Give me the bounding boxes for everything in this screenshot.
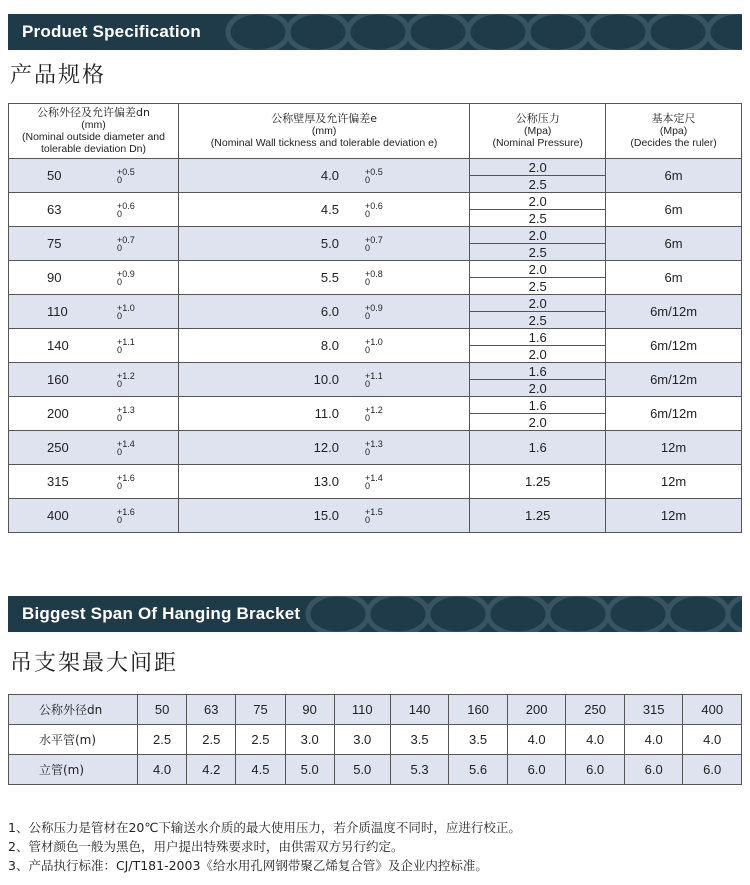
length-cell: 6m/12m <box>606 397 742 431</box>
header-pressure <box>470 104 606 159</box>
dn-tolerance <box>99 406 149 422</box>
span-cell: 50 <box>138 695 187 725</box>
span-cell: 2.5 <box>187 725 236 755</box>
e-cell <box>178 261 469 295</box>
e-value: 11.0 <box>314 406 339 422</box>
note-item: 3、产品执行标准：CJ/T181-2003《给水用孔网钢带聚乙烯复合管》及企业内控标准。 <box>8 858 488 873</box>
e-tol-lower: 0 <box>364 514 370 525</box>
dn-tol-upper: +0.6 <box>117 200 135 211</box>
header-length <box>606 104 742 159</box>
e-tol-lower: 0 <box>364 446 370 457</box>
e-value: 10.0 <box>313 372 339 388</box>
e-value: 8.0 <box>320 338 339 354</box>
dn-tol-upper: +1.2 <box>117 370 135 381</box>
e-tol-upper: +1.2 <box>364 404 383 415</box>
spec-row <box>9 499 742 533</box>
dn-tol-lower: 0 <box>117 276 123 287</box>
dn-value: 250 <box>47 440 69 456</box>
dn-value: 400 <box>47 508 69 524</box>
e-cell <box>178 295 469 329</box>
e-tol-upper: +0.5 <box>364 166 383 177</box>
length-cell: 6m/12m <box>606 363 742 397</box>
span-table-body <box>9 695 742 785</box>
pressure-cell: 2.5 <box>470 312 606 329</box>
span-cell: 5.0 <box>334 755 390 785</box>
e-value: 15.0 <box>313 508 339 524</box>
span-cell: 4.0 <box>683 725 742 755</box>
spec-row <box>9 431 742 465</box>
pressure-cell: 1.6 <box>470 431 606 465</box>
length-cell: 6m <box>606 227 742 261</box>
dn-tol-upper: +1.6 <box>117 472 135 483</box>
span-cell: 6.0 <box>624 755 683 785</box>
e-value: 5.5 <box>320 270 339 286</box>
e-value: 6.0 <box>320 304 339 320</box>
span-title-cn: 吊支架最大间距 <box>10 651 179 676</box>
e-tolerance <box>339 270 419 286</box>
spec-row <box>9 193 742 210</box>
spec-banner-title: Produet Specification <box>22 22 201 41</box>
spec-banner <box>8 14 742 50</box>
span-cell: 3.5 <box>449 725 508 755</box>
length-cell: 6m/12m <box>606 329 742 363</box>
header-e <box>178 104 469 159</box>
pressure-cell: 1.25 <box>470 499 606 533</box>
pressure-cell: 2.0 <box>470 346 606 363</box>
length-cell: 6m/12m <box>606 295 742 329</box>
e-value: 5.0 <box>320 236 339 252</box>
header-e-en: (Nominal Wall tickness and tolerable deviation e) <box>210 137 438 149</box>
spec-title-cn: 产品规格 <box>10 63 107 88</box>
dn-tolerance <box>99 270 149 286</box>
dn-tol-lower: 0 <box>117 242 123 253</box>
e-tol-lower: 0 <box>364 310 370 321</box>
header-pressure-unit: (Mpa) <box>523 125 552 137</box>
notes <box>8 818 521 875</box>
dn-value: 110 <box>47 304 68 320</box>
dn-tol-lower: 0 <box>117 344 123 355</box>
header-length-en: (Decides the ruler) <box>630 137 717 149</box>
e-value: 13.0 <box>313 474 339 490</box>
pressure-cell: 2.0 <box>470 380 606 397</box>
e-cell <box>178 431 469 465</box>
e-tolerance <box>339 440 419 456</box>
span-cell: 140 <box>390 695 449 725</box>
e-tol-upper: +1.5 <box>364 506 383 517</box>
e-tol-upper: +1.1 <box>364 370 383 381</box>
length-cell: 12m <box>606 499 742 533</box>
dn-tol-lower: 0 <box>117 310 123 321</box>
span-banner <box>8 596 742 632</box>
spec-row <box>9 329 742 346</box>
header-e-cn: 公称壁厚及允许偏差e <box>271 112 378 125</box>
pressure-cell: 2.5 <box>470 210 606 227</box>
header-pressure-cn: 公称压力 <box>515 112 560 125</box>
length-cell: 12m <box>606 465 742 499</box>
span-cell: 400 <box>683 695 742 725</box>
dn-cell <box>9 465 179 499</box>
dn-tolerance <box>99 338 149 354</box>
dn-value: 140 <box>47 338 69 354</box>
span-cell: 3.5 <box>390 725 449 755</box>
length-cell: 6m <box>606 193 742 227</box>
e-value: 12.0 <box>313 440 339 456</box>
dn-cell <box>9 295 179 329</box>
header-pressure-en: (Nominal Pressure) <box>492 137 583 149</box>
spec-row <box>9 261 742 278</box>
e-cell <box>178 159 469 193</box>
e-tol-upper: +0.6 <box>364 200 383 211</box>
e-tolerance <box>339 168 419 184</box>
spec-row <box>9 159 742 176</box>
e-tol-lower: 0 <box>364 344 370 355</box>
e-cell <box>178 329 469 363</box>
e-cell <box>178 227 469 261</box>
e-tol-lower: 0 <box>364 242 370 253</box>
dn-tol-upper: +1.6 <box>117 506 135 517</box>
span-cell: 6.0 <box>683 755 742 785</box>
pressure-cell: 2.0 <box>470 295 606 312</box>
dn-tol-upper: +0.9 <box>117 268 135 279</box>
e-tol-upper: +1.0 <box>364 336 383 347</box>
dn-value: 315 <box>47 474 69 490</box>
spec-table <box>8 103 742 533</box>
length-cell: 12m <box>606 431 742 465</box>
e-tol-lower: 0 <box>364 412 370 423</box>
dn-tolerance <box>99 474 149 490</box>
e-value: 4.0 <box>320 168 339 184</box>
span-row-label: 公称外径dn <box>9 695 138 725</box>
header-dn-unit: (mm) <box>81 119 106 131</box>
e-tol-lower: 0 <box>364 480 370 491</box>
span-row-label: 立管(m) <box>9 755 138 785</box>
dn-tol-upper: +0.7 <box>117 234 135 245</box>
dn-cell <box>9 363 179 397</box>
spec-table-body <box>9 159 742 533</box>
e-tolerance <box>339 202 419 218</box>
dn-cell <box>9 159 179 193</box>
e-cell <box>178 499 469 533</box>
dn-cell <box>9 499 179 533</box>
note-item: 1、公称压力是管材在20℃下输送水介质的最大使用压力，若介质温度不同时，应进行校正。 <box>8 820 521 835</box>
dn-tol-lower: 0 <box>117 208 123 219</box>
header-length-cn: 基本定尺 <box>651 112 696 125</box>
span-row <box>9 755 742 785</box>
pressure-cell: 1.25 <box>470 465 606 499</box>
span-cell: 110 <box>334 695 390 725</box>
pressure-cell: 2.0 <box>470 261 606 278</box>
dn-tol-upper: +1.4 <box>117 438 135 449</box>
span-cell: 4.2 <box>187 755 236 785</box>
e-tol-upper: +0.9 <box>364 302 383 313</box>
e-tolerance <box>339 304 419 320</box>
e-value: 4.5 <box>320 202 339 218</box>
dn-tolerance <box>99 304 149 320</box>
e-tolerance <box>339 508 419 524</box>
length-cell: 6m <box>606 159 742 193</box>
header-e-unit: (mm) <box>311 125 337 137</box>
e-tolerance <box>339 406 419 422</box>
dn-cell <box>9 227 179 261</box>
e-tolerance <box>339 338 419 354</box>
span-cell: 4.5 <box>236 755 285 785</box>
span-cell: 3.0 <box>334 725 390 755</box>
span-cell: 5.3 <box>390 755 449 785</box>
span-cell: 5.6 <box>449 755 508 785</box>
e-tolerance <box>339 236 419 252</box>
dn-tol-lower: 0 <box>117 412 123 423</box>
span-cell: 2.5 <box>138 725 187 755</box>
dn-value: 160 <box>47 372 69 388</box>
span-cell: 3.0 <box>285 725 334 755</box>
e-tol-upper: +0.7 <box>364 234 383 245</box>
header-dn-cn: 公称外径及允许偏差dn <box>37 106 150 119</box>
dn-tol-lower: 0 <box>117 378 123 389</box>
span-row-label: 水平管(m) <box>9 725 138 755</box>
e-tol-upper: +1.3 <box>364 438 383 449</box>
dn-value: 63 <box>47 202 62 218</box>
dn-tol-upper: +1.0 <box>117 302 135 313</box>
e-tol-lower: 0 <box>364 174 370 185</box>
e-tol-upper: +0.8 <box>364 268 383 279</box>
pressure-cell: 2.0 <box>470 193 606 210</box>
pressure-cell: 1.6 <box>470 363 606 380</box>
dn-value: 50 <box>47 168 62 184</box>
dn-cell <box>9 261 179 295</box>
spec-row <box>9 363 742 380</box>
span-table <box>8 694 742 785</box>
spec-row <box>9 397 742 414</box>
e-cell <box>178 193 469 227</box>
dn-tolerance <box>99 440 149 456</box>
dn-cell <box>9 329 179 363</box>
pressure-cell: 1.6 <box>470 329 606 346</box>
dn-tol-upper: +0.5 <box>117 166 135 177</box>
span-row <box>9 725 742 755</box>
spec-row <box>9 227 742 244</box>
span-cell: 5.0 <box>285 755 334 785</box>
dn-tol-lower: 0 <box>117 446 123 457</box>
header-dn <box>9 104 179 159</box>
e-tol-lower: 0 <box>364 276 370 287</box>
pressure-cell: 2.5 <box>470 176 606 193</box>
dn-cell <box>9 397 179 431</box>
length-cell: 6m <box>606 261 742 295</box>
span-row <box>9 695 742 725</box>
span-cell: 6.0 <box>507 755 566 785</box>
pressure-cell: 2.5 <box>470 244 606 261</box>
span-cell: 63 <box>187 695 236 725</box>
header-length-unit: (Mpa) <box>659 125 688 137</box>
pressure-cell: 2.0 <box>470 414 606 431</box>
span-cell: 6.0 <box>566 755 625 785</box>
span-cell: 160 <box>449 695 508 725</box>
dn-value: 90 <box>47 270 62 286</box>
dn-tol-lower: 0 <box>117 174 123 185</box>
header-dn-en: (Nominal outside diameter and tolerable deviation Dn) <box>21 131 165 155</box>
spec-row <box>9 295 742 312</box>
e-tol-upper: +1.4 <box>364 472 383 483</box>
spec-row <box>9 465 742 499</box>
dn-tol-lower: 0 <box>117 514 123 525</box>
span-cell: 4.0 <box>138 755 187 785</box>
span-cell: 75 <box>236 695 285 725</box>
e-tol-lower: 0 <box>364 378 370 389</box>
span-cell: 250 <box>566 695 625 725</box>
span-cell: 315 <box>624 695 683 725</box>
e-tol-lower: 0 <box>364 208 370 219</box>
e-tolerance <box>339 372 419 388</box>
dn-value: 200 <box>47 406 69 422</box>
span-cell: 4.0 <box>507 725 566 755</box>
dn-tolerance <box>99 236 149 252</box>
dn-tol-upper: +1.1 <box>117 336 135 347</box>
dn-tol-lower: 0 <box>117 480 123 491</box>
pressure-cell: 2.5 <box>470 278 606 295</box>
e-cell <box>178 363 469 397</box>
pressure-cell: 1.6 <box>470 397 606 414</box>
pressure-cell: 2.0 <box>470 159 606 176</box>
span-banner-title: Biggest Span Of Hanging Bracket <box>22 604 301 623</box>
span-cell: 90 <box>285 695 334 725</box>
dn-tol-upper: +1.3 <box>117 404 135 415</box>
e-cell <box>178 397 469 431</box>
e-cell <box>178 465 469 499</box>
dn-tolerance <box>99 202 149 218</box>
dn-value: 75 <box>47 236 62 252</box>
pressure-cell: 2.0 <box>470 227 606 244</box>
dn-tolerance <box>99 372 149 388</box>
dn-cell <box>9 431 179 465</box>
span-cell: 4.0 <box>566 725 625 755</box>
dn-tolerance <box>99 508 149 524</box>
e-tolerance <box>339 474 419 490</box>
span-cell: 2.5 <box>236 725 285 755</box>
note-item: 2、管材颜色一般为黑色，用户提出特殊要求时，由供需双方另行约定。 <box>8 839 404 854</box>
dn-tolerance <box>99 168 149 184</box>
dn-cell <box>9 193 179 227</box>
span-cell: 4.0 <box>624 725 683 755</box>
span-cell: 200 <box>507 695 566 725</box>
